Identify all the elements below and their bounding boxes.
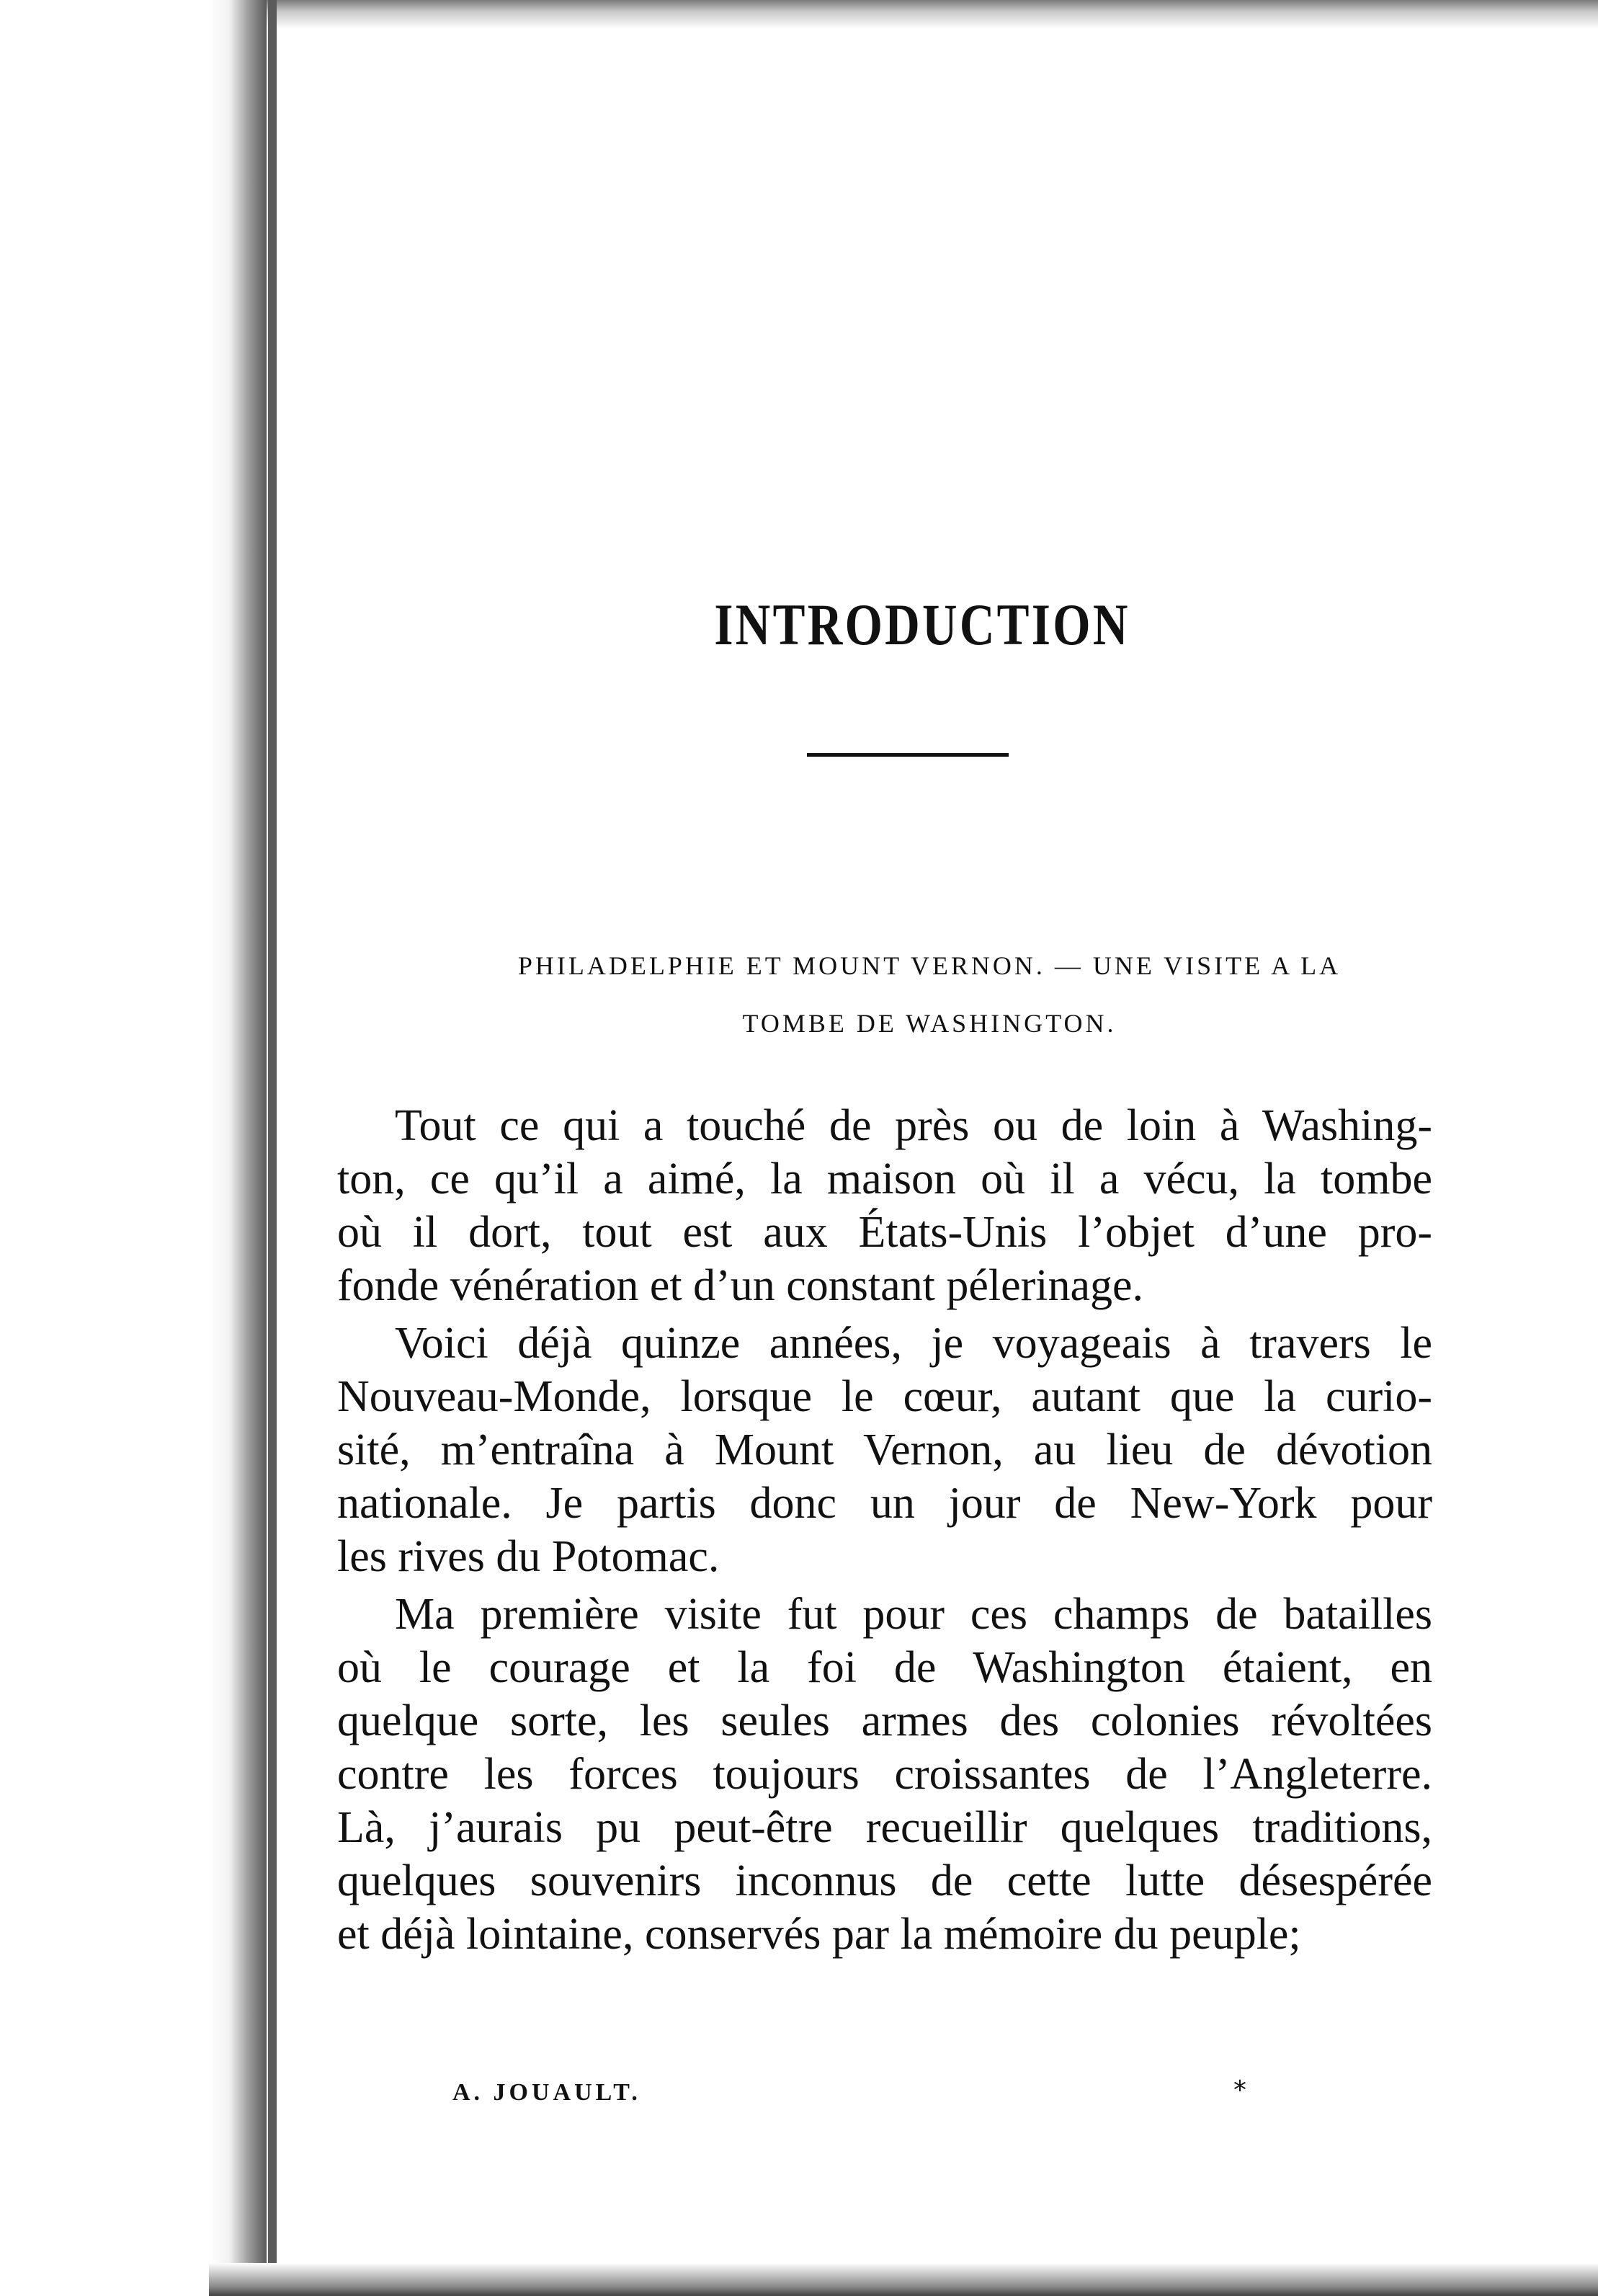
- text-line: Tout ce qui a touché de près ou de loin à Washing-: [395, 1101, 1432, 1150]
- text-line: Voici déjà quinze années, je voyageais à travers le: [395, 1319, 1432, 1368]
- subtitle-line: TOMBE DE WASHINGTON.: [742, 1009, 1117, 1038]
- text-line: fonde vénération et d’un constant pélerinage.: [337, 1261, 1143, 1310]
- paragraph-2: [337, 1317, 1432, 1583]
- body-text: [337, 1099, 1432, 1965]
- text-line: Là, j’aurais pu peut-être recueillir quelques traditions,: [337, 1803, 1432, 1852]
- text-line: les rives du Potomac.: [337, 1532, 720, 1581]
- binding-gutter: [268, 0, 277, 2263]
- subtitle-line: PHILADELPHIE ET MOUNT VERNON. — UNE VISITE A LA: [517, 951, 1342, 980]
- text-line: sité, m’entraîna à Mount Vernon, au lieu de dévotion: [337, 1425, 1432, 1474]
- text-line: où il dort, tout est aux États-Unis l’objet d’une pro-: [337, 1208, 1432, 1257]
- scan-page-shadow-left: [209, 0, 267, 2296]
- text-line: et déjà lointaine, conservés par la mémoire du peuple;: [337, 1910, 1301, 1959]
- star-icon: *: [1233, 2075, 1246, 2105]
- text-line: nationale. Je partis donc un jour de New-York pour: [337, 1479, 1432, 1528]
- paragraph-3: [337, 1588, 1432, 1961]
- text-line: où le courage et la foi de Washington étaient, en: [337, 1643, 1432, 1692]
- signature-mark: A. JOUAULT.: [452, 2079, 641, 2106]
- title-divider: [807, 753, 1009, 757]
- scan-page-shadow-bottom: [209, 2263, 1598, 2296]
- paragraph-1: [337, 1099, 1432, 1312]
- text-line: quelque sorte, les seules armes des colonies révoltées: [337, 1696, 1432, 1745]
- text-line: quelques souvenirs inconnus de cette lutte désespérée: [337, 1856, 1432, 1905]
- scan-page-shadow-top: [267, 0, 1598, 29]
- text-line: Nouveau-Monde, lorsque le cœur, autant que la curio-: [337, 1372, 1432, 1421]
- text-line: contre les forces toujours croissantes de l’Angleterre.: [337, 1750, 1432, 1799]
- text-line: Ma première visite fut pour ces champs de batailles: [395, 1590, 1432, 1639]
- page-title: INTRODUCTION: [714, 592, 1130, 657]
- text-line: ton, ce qu’il a aimé, la maison où il a vécu, la tombe: [337, 1154, 1432, 1203]
- chapter-subtitle: [389, 937, 1470, 1052]
